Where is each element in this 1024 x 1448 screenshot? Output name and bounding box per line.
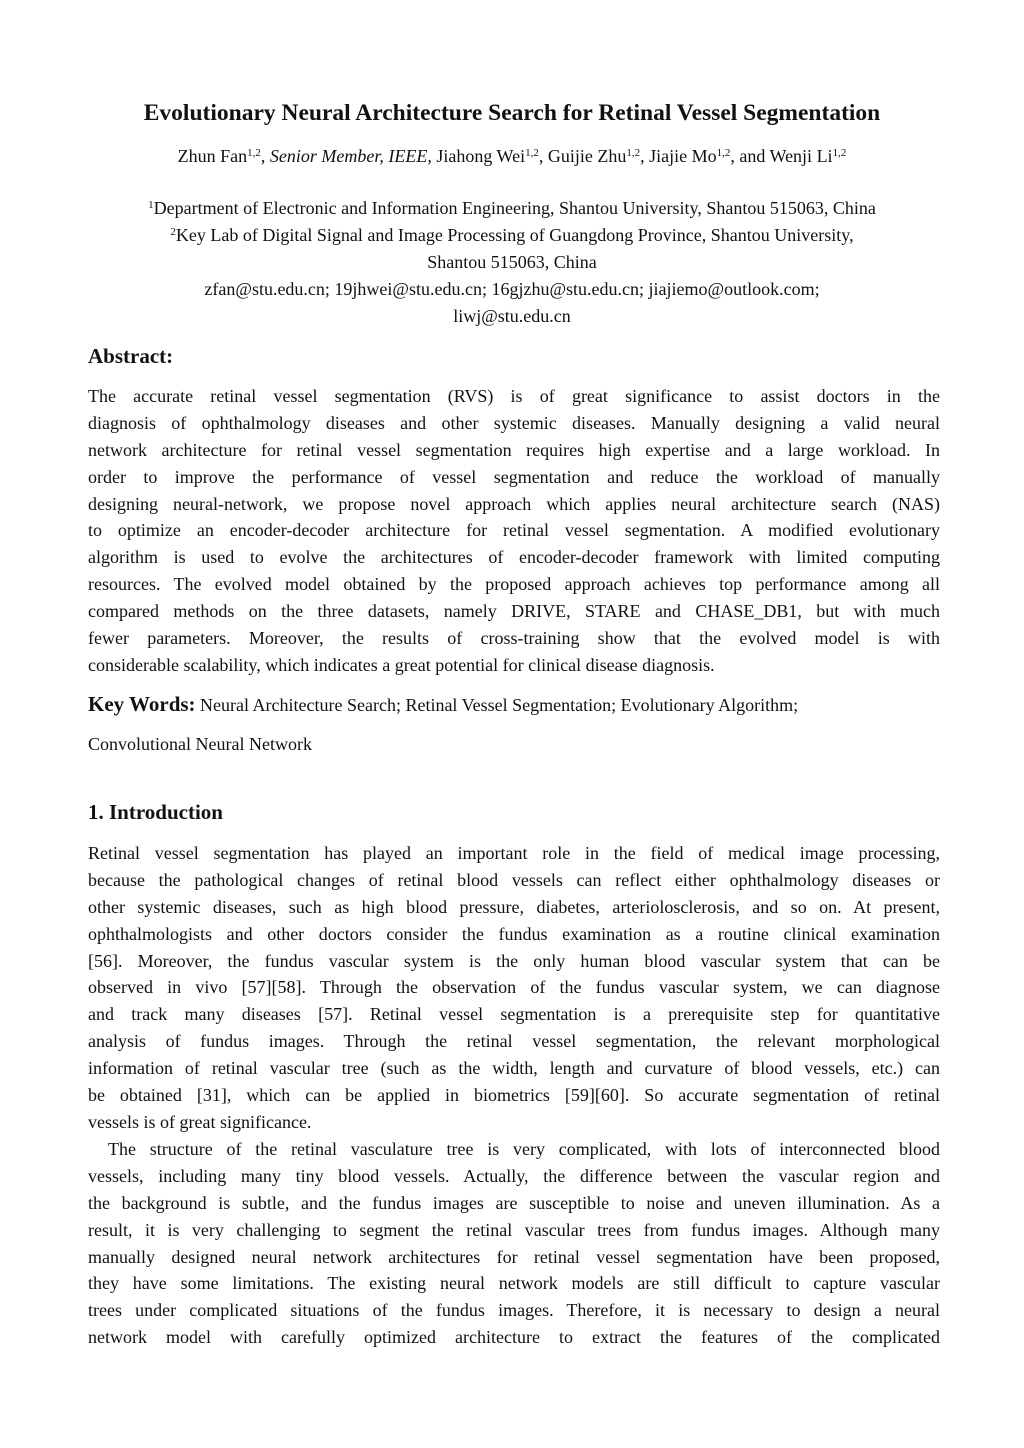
text-line: algorithm is used to evolve the architectures of encoder-decoder framework with limited computing [88, 547, 940, 568]
intro-paragraph-1 [88, 840, 940, 1136]
affiliation-2-cont: Shantou 515063, China [427, 252, 597, 272]
author: Jiahong Wei [436, 146, 526, 166]
author-sup: 1,2 [247, 147, 261, 159]
author-sup: 1,2 [626, 147, 641, 159]
author: and Wenji Li [739, 146, 833, 166]
text-line: vessels, including many tiny blood vessels. Actually, the difference between the vascular region and [88, 1165, 940, 1186]
affiliation-2 [0, 225, 1024, 246]
text-line: trees under complicated situations of the fundus images. Therefore, it is necessary to design a neural [88, 1300, 940, 1321]
author: Guijie Zhu [547, 146, 627, 166]
text-line: analysis of fundus images. Through the retinal vessel segmentation, the relevant morphological [88, 1031, 940, 1052]
text-line: order to improve the performance of vessel segmentation and reduce the workload of manually [88, 466, 940, 487]
author-list: Zhun Fan$^{1,2}$, Senior Member, IEEE, Jiahong Wei$^{1,2}$, Guijie Zhu$^{1,2}$, Jiajie Mo$^{1,2}$, and Wenji Li$^{1,2}$ [177, 146, 847, 166]
author: Zhun Fan [177, 146, 248, 166]
aff-sup: 1 [148, 199, 154, 211]
text-line: and track many diseases [57]. Retinal vessel segmentation is a prerequisite step for quantitative [88, 1004, 940, 1025]
text-line: The accurate retinal vessel segmentation (RVS) is of great significance to assist doctors in the [88, 386, 940, 406]
keywords-label: Key Words: [88, 692, 196, 716]
keywords-cont: Convolutional Neural Network [88, 734, 312, 754]
section-heading: 1. Introduction [88, 800, 223, 824]
text-line: because the pathological changes of retinal blood vessels can reflect either ophthalmology diseases or [88, 869, 940, 890]
text-line: the background is subtle, and the fundus images are susceptible to noise and uneven illumination. As a [88, 1192, 940, 1213]
paper-title: Evolutionary Neural Architecture Search for Retinal Vessel Segmentation [143, 100, 881, 126]
text-line: observed in vivo [57][58]. Through the observation of the fundus vascular system, we can diagnose [88, 977, 940, 998]
author-sup: 1,2 [716, 147, 731, 159]
text-line: information of retinal vascular tree (such as the width, length and curvature of blood vessels, etc.) can [88, 1058, 940, 1079]
author: Jiajie Mo [649, 146, 717, 166]
aff-text: Department of Electronic and Information Engineering, Shantou University, Shantou 515063, China [153, 198, 876, 218]
text-line: compared methods on the three datasets, namely DRIVE, STARE and CHASE_DB1, but with much [88, 601, 940, 622]
emails: zfan@stu.edu.cn; 19jhwei@stu.edu.cn; 16gjzhu@stu.edu.cn; jiajiemo@outlook.com; [204, 279, 820, 299]
text-line: network model with carefully optimized architecture to extract the features of the complicated [88, 1327, 940, 1348]
text-line: fewer parameters. Moreover, the results of cross-training show that the evolved model is with [88, 628, 940, 649]
author-sup: 1,2 [525, 147, 539, 159]
text-line: [56]. Moreover, the fundus vascular system is the only human blood vascular system that can be [88, 950, 940, 971]
author-note: Senior Member, IEEE, [269, 146, 432, 166]
text-line: The structure of the retinal vasculature tree is very complicated, with lots of interconnected blood [108, 1139, 940, 1159]
emails-cont: liwj@stu.edu.cn [453, 306, 571, 326]
text-line: result, it is very challenging to segment the retinal vascular trees from fundus images. Although many [88, 1219, 940, 1240]
text-line: vessels is of great significance. [88, 1111, 312, 1132]
aff-sup: 2 [170, 226, 176, 238]
text-line: they have some limitations. The existing neural network models are still difficult to capture vascular [88, 1273, 940, 1294]
text-line: designing neural-network, we propose novel approach which applies neural architecture search (NAS) [88, 493, 940, 514]
abstract-body [88, 383, 940, 679]
text-line: be obtained [31], which can be applied in biometrics [59][60]. So accurate segmentation of retinal [88, 1085, 940, 1106]
text-line: Retinal vessel segmentation has played an important role in the field of medical image processing, [88, 843, 940, 863]
affiliation-1 [0, 198, 1024, 219]
text-line: diagnosis of ophthalmology diseases and other systemic diseases. Manually designing a valid neural [88, 412, 940, 433]
text-line: considerable scalability, which indicates a great potential for clinical disease diagnosis. [88, 654, 715, 675]
text-line: resources. The evolved model obtained by the proposed approach achieves top performance among all [88, 574, 940, 595]
text-line: to optimize an encoder-decoder architecture for retinal vessel segmentation. A modified evolutionary [88, 520, 940, 541]
keywords-text: Neural Architecture Search; Retinal Vessel Segmentation; Evolutionary Algorithm; [200, 695, 799, 715]
text-line: manually designed neural network architectures for retinal vessel segmentation have been proposed, [88, 1246, 940, 1267]
text-line: network architecture for retinal vessel segmentation requires high expertise and a large workload. In [88, 439, 940, 460]
keywords [88, 692, 798, 717]
intro-paragraph-2 [88, 1136, 940, 1351]
text-line: ophthalmologists and other doctors consider the fundus examination as a routine clinical examination [88, 923, 940, 944]
aff-text: Key Lab of Digital Signal and Image Processing of Guangdong Province, Shantou University, [175, 225, 854, 245]
text-line: other systemic diseases, such as high blood pressure, diabetes, arteriolosclerosis, and so on. At present, [88, 896, 940, 917]
author-sup: 1,2 [832, 147, 847, 159]
abstract-heading: Abstract: [88, 344, 174, 368]
